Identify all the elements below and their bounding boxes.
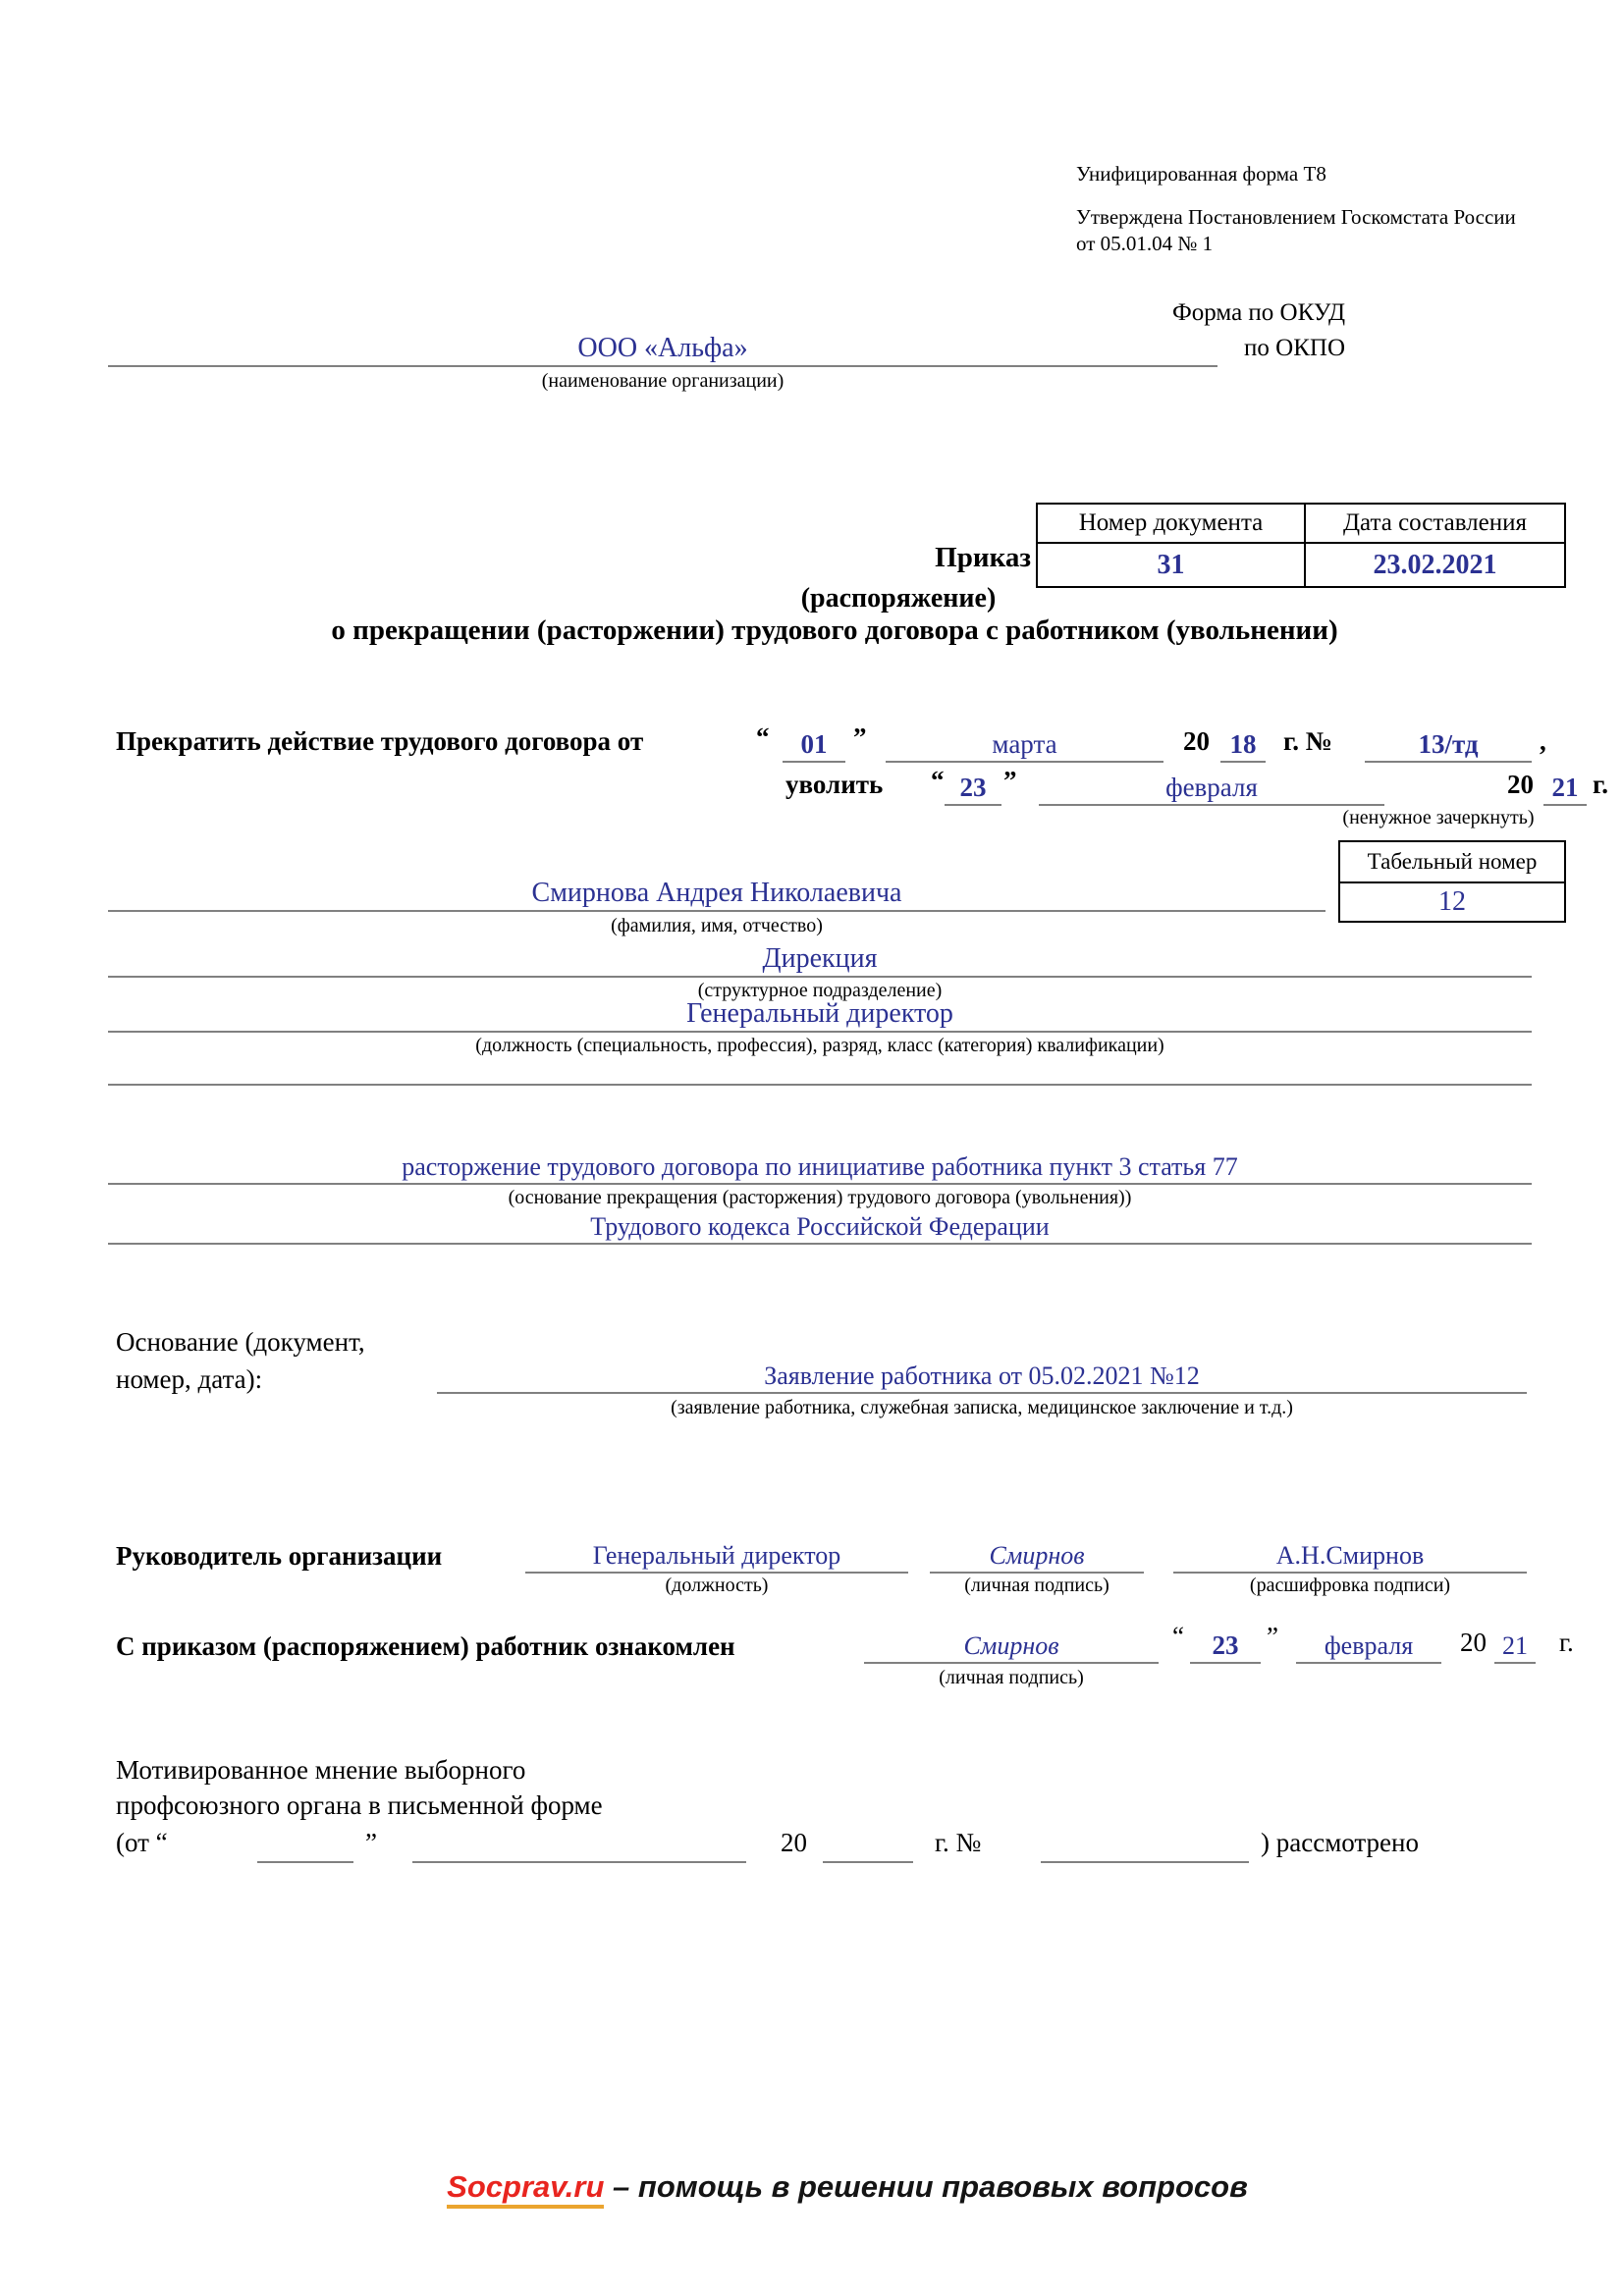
union-line1: Мотивированное мнение выборного bbox=[116, 1755, 526, 1785]
ack-signature-caption: (личная подпись) bbox=[939, 1667, 1084, 1688]
dismiss-month-field: февраля bbox=[1039, 768, 1384, 806]
document-number-table bbox=[1036, 503, 1566, 588]
union-number-blank bbox=[1041, 1828, 1249, 1863]
ack-day-field: 23 bbox=[1190, 1626, 1261, 1664]
terminate-day-field: 01 bbox=[783, 724, 845, 763]
terminate-number-label: г. № bbox=[1283, 726, 1332, 756]
union-day-blank bbox=[257, 1828, 353, 1863]
union-close-quote: ” bbox=[365, 1828, 377, 1857]
terminate-close-quote: ” bbox=[853, 722, 867, 752]
department-caption: (структурное подразделение) bbox=[697, 980, 943, 1001]
position-caption: (должность (специальность, профессия), разряд, класс (категория) квалификации) bbox=[475, 1035, 1164, 1056]
strike-note: (ненужное зачеркнуть) bbox=[1342, 807, 1535, 828]
ack-close-quote: ” bbox=[1267, 1622, 1278, 1651]
organization-caption: (наименование организации) bbox=[541, 370, 784, 392]
footer-tagline: – помощь в решении правовых вопросов bbox=[613, 2169, 1248, 2204]
order-main-title: о прекращении (расторжении) трудового договора с работником (увольнении) bbox=[331, 614, 1338, 646]
empty-line bbox=[108, 1084, 1532, 1086]
form-type-note: Унифицированная форма Т8 bbox=[1076, 162, 1326, 186]
doc-number-value: 31 bbox=[1038, 544, 1306, 586]
footer-brand-link[interactable]: Socprav.ru bbox=[447, 2169, 604, 2209]
doc-date-header: Дата составления bbox=[1306, 505, 1564, 544]
employee-name-caption: (фамилия, имя, отчество) bbox=[611, 915, 823, 936]
ack-year-field: 21 bbox=[1494, 1626, 1536, 1664]
personnel-number-table bbox=[1338, 840, 1566, 923]
head-position-caption: (должность) bbox=[665, 1575, 769, 1596]
ack-signature-field: Смирнов bbox=[864, 1626, 1159, 1664]
dismiss-year-abbr: г. bbox=[1593, 770, 1608, 799]
terminate-century: 20 bbox=[1183, 726, 1210, 756]
head-name-caption: (расшифровка подписи) bbox=[1249, 1575, 1451, 1596]
union-number-label: г. № bbox=[935, 1828, 982, 1857]
terminate-comma: , bbox=[1540, 726, 1546, 756]
union-year-blank bbox=[823, 1828, 913, 1863]
personnel-number-value: 12 bbox=[1438, 886, 1466, 917]
head-sign-label: Руководитель организации bbox=[116, 1541, 443, 1571]
employee-name-field: Смирнова Андрея Николаевича bbox=[108, 872, 1325, 912]
basis-label-line1: Основание (документ, bbox=[116, 1327, 365, 1357]
head-position-field: Генеральный директор bbox=[525, 1535, 908, 1574]
grounds-caption: (основание прекращения (расторжения) трудового договора (увольнения)) bbox=[508, 1187, 1132, 1208]
ack-century: 20 bbox=[1460, 1628, 1487, 1657]
ack-open-quote: “ bbox=[1172, 1622, 1184, 1651]
organization-name-field: ООО «Альфа» bbox=[108, 327, 1217, 367]
ack-label: С приказом (распоряжением) работник ознакомлен bbox=[116, 1631, 735, 1661]
grounds-field: расторжение трудового договора по инициативе работника пункт 3 статья 77 bbox=[108, 1145, 1532, 1185]
terminate-open-quote: “ bbox=[756, 722, 770, 752]
approved-note-line2: от 05.01.04 № 1 bbox=[1076, 232, 1214, 255]
dismiss-open-quote: “ bbox=[931, 766, 945, 795]
order-title: Приказ bbox=[935, 542, 1031, 573]
dismiss-century: 20 bbox=[1507, 770, 1534, 799]
approved-note-line1: Утверждена Постановлением Госкомстата России bbox=[1076, 205, 1516, 229]
terminate-label: Прекратить действие трудового договора от bbox=[116, 726, 644, 756]
union-line2: профсоюзного органа в письменной форме bbox=[116, 1790, 603, 1820]
head-signature-caption: (личная подпись) bbox=[964, 1575, 1109, 1596]
union-end-label: ) рассмотрено bbox=[1261, 1828, 1419, 1857]
ack-month-field: февраля bbox=[1296, 1626, 1441, 1664]
head-name-field: А.Н.Смирнов bbox=[1173, 1535, 1527, 1574]
footer bbox=[72, 2169, 1623, 2205]
union-month-blank bbox=[412, 1828, 746, 1863]
dismiss-close-quote: ” bbox=[1003, 766, 1017, 795]
dismiss-label: уволить bbox=[785, 770, 884, 799]
basis-caption: (заявление работника, служебная записка, медицинское заключение и т.д.) bbox=[671, 1397, 1293, 1418]
position-field: Генеральный директор bbox=[108, 992, 1532, 1033]
doc-number-header: Номер документа bbox=[1038, 505, 1306, 544]
ack-year-abbr: г. bbox=[1559, 1628, 1574, 1657]
terminate-year-field: 18 bbox=[1220, 724, 1266, 763]
doc-date-value: 23.02.2021 bbox=[1373, 550, 1497, 580]
order-subtitle: (распоряжение) bbox=[800, 583, 997, 614]
union-from-label: (от “ bbox=[116, 1828, 168, 1857]
terminate-contract-field: 13/тд bbox=[1365, 724, 1532, 763]
grounds-field-line2: Трудового кодекса Российской Федерации bbox=[108, 1205, 1532, 1245]
personnel-number-header: Табельный номер bbox=[1340, 842, 1564, 883]
head-signature-field: Смирнов bbox=[930, 1535, 1144, 1574]
basis-value-field: Заявление работника от 05.02.2021 №12 bbox=[437, 1356, 1527, 1394]
okpo-label: по ОКПО bbox=[1244, 335, 1345, 361]
dismiss-year-field: 21 bbox=[1543, 768, 1587, 806]
union-century: 20 bbox=[781, 1828, 807, 1857]
basis-label-line2: номер, дата): bbox=[116, 1364, 263, 1394]
terminate-month-field: марта bbox=[886, 724, 1163, 763]
department-field: Дирекция bbox=[108, 937, 1532, 978]
dismiss-day-field: 23 bbox=[945, 768, 1001, 806]
okud-label: Форма по ОКУД bbox=[1172, 299, 1345, 326]
